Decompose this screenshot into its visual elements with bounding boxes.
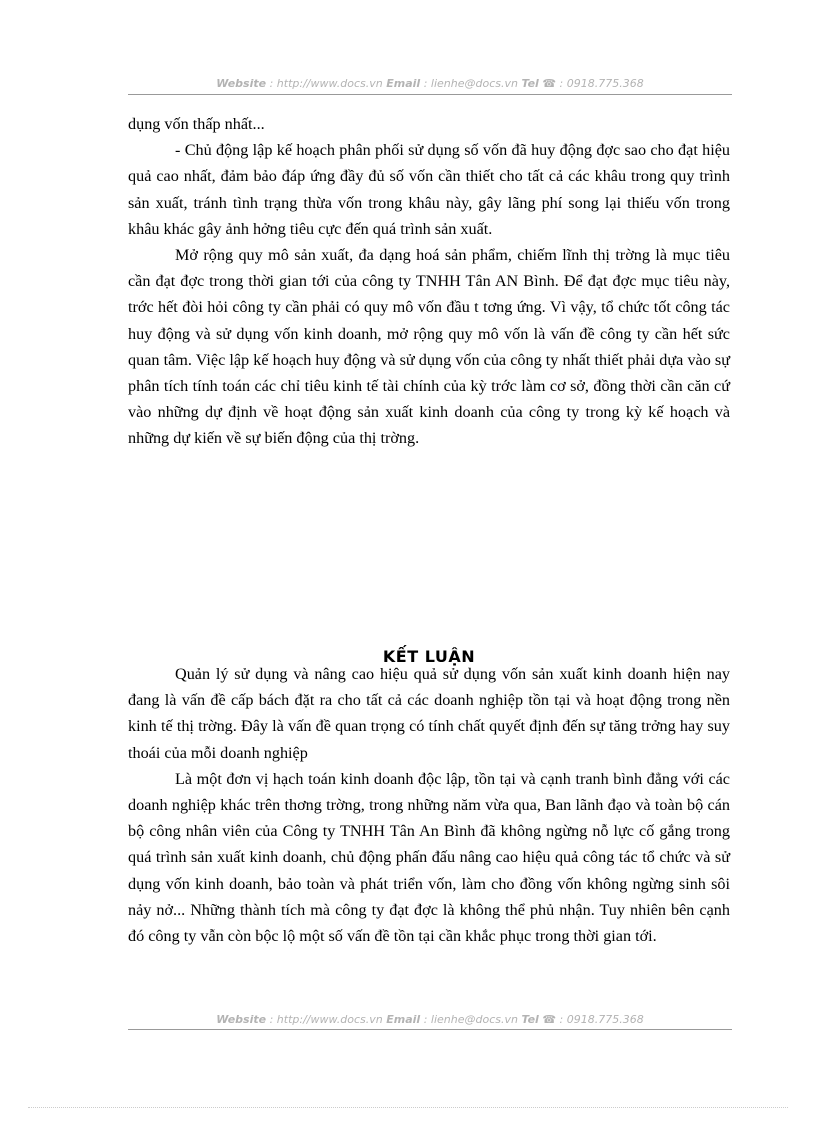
conclusion-section — [128, 661, 730, 949]
conclusion-title: KẾT LUẬN — [382, 647, 476, 666]
tel-value: ☎ : 0918.775.368 — [542, 1013, 644, 1026]
website-value[interactable]: : http://www.docs.vn — [269, 1013, 383, 1026]
paragraph: Là một đơn vị hạch toán kinh doanh độc lập, tồn tại và cạnh tranh bình đẳng với các doanh nghiệp khác trên thơng trờng, trong những năm vừa qua, Ban lãnh đạo và toàn bộ cán bộ công nhân viên của Công ty TNHH Tân An Bình đã không ngừng nỗ lực cố gắng trong quá trình sản xuất kinh doanh, chủ động phấn đấu nâng cao hiệu quả công tác tổ chức và sử dụng vốn kinh doanh, bảo toàn và phát triển vốn, làm cho đồng vốn không ngừng sinh sôi nảy nở... Những thành tích mà công ty đạt đợc là không thể phủ nhận. Tuy nhiên bên cạnh đó công ty vẫn còn bộc lộ một số vấn đề tồn tại cần khắc phục trong thời gian tới. — [128, 769, 730, 946]
paragraph: - Chủ động lập kế hoạch phân phối sử dụng số vốn đã huy động đợc sao cho đạt hiệu quả cao nhất, đảm bảo đáp ứng đầy đủ số vốn cần thiết cho tất cả các khâu trong quy trình sản xuất, tránh tình trạng thừa vốn trong khâu này, gây lãng phí song lại thiếu vốn trong khâu khác gây ảnh hởng tiêu cực đến quá trình sản xuất. — [128, 141, 730, 238]
email-label: Email — [386, 1013, 421, 1026]
website-label: Website — [216, 1013, 267, 1026]
website-value[interactable]: : http://www.docs.vn — [269, 77, 383, 90]
page-edge — [28, 1107, 788, 1108]
header-divider — [128, 94, 732, 95]
tel-value: ☎ : 0918.775.368 — [542, 77, 644, 90]
paragraph: Mở rộng quy mô sản xuất, đa dạng hoá sản phẩm, chiếm lĩnh thị trờng là mục tiêu cần đạt đợc trong thời gian tới của công ty TNHH Tân AN Bình. Để đạt đợc mục tiêu này, trớc hết đòi hỏi công ty cần phải có quy mô vốn đầu t tơng ứng. Vì vậy, tổ chức tốt công tác huy động và sử dụng vốn kinh doanh, mở rộng quy mô vốn là vấn đề công ty cần hết sức quan tâm. Việc lập kế hoạch huy động và sử dụng vốn của công ty nhất thiết phải dựa vào sự phân tích tính toán các chỉ tiêu kinh tế tài chính của kỳ trớc làm cơ sở, đồng thời cần căn cứ vào những dự định về hoạt động sản xuất kinh doanh của công ty trong kỳ kế hoạch và những dự kiến về sự biến động của thị trờng. — [128, 246, 730, 448]
body-section — [128, 111, 730, 452]
paragraph: Quản lý sử dụng và nâng cao hiệu quả sử dụng vốn sản xuất kinh doanh hiện nay đang là vấn đề cấp bách đặt ra cho tất cả các doanh nghiệp tồn tại và hoạt động trong nền kinh tế thị trờng. Đây là vấn đề quan trọng có tính chất quyết định đến sự tăng trởng hay suy thoái của mỗi doanh nghiệp — [128, 665, 730, 762]
page-footer — [130, 1013, 730, 1026]
footer-divider — [128, 1029, 732, 1030]
page-header — [130, 77, 730, 90]
tel-label: Tel — [521, 77, 539, 90]
email-value[interactable]: : lienhe@docs.vn — [423, 77, 518, 90]
email-value[interactable]: : lienhe@docs.vn — [423, 1013, 518, 1026]
website-label: Website — [216, 77, 267, 90]
tel-label: Tel — [521, 1013, 539, 1026]
email-label: Email — [386, 77, 421, 90]
paragraph: dụng vốn thấp nhất... — [128, 115, 265, 133]
